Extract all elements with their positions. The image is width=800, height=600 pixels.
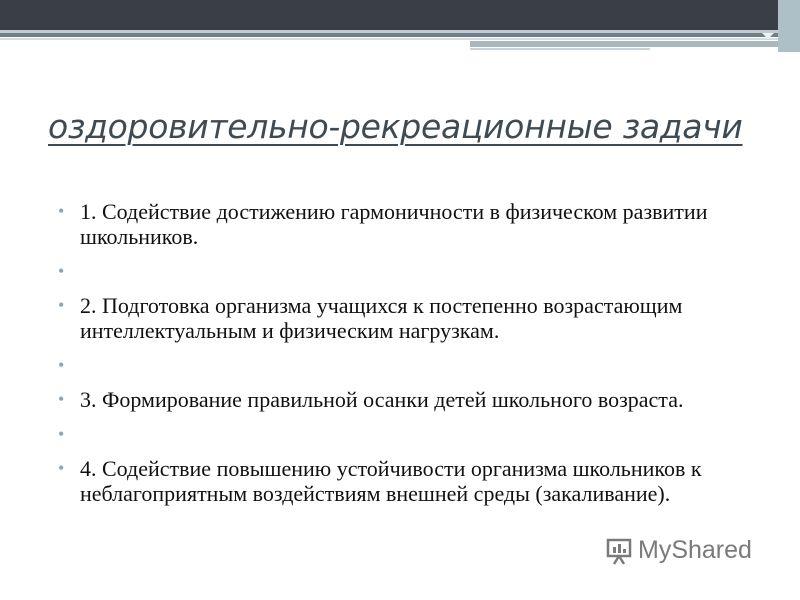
watermark [606,536,752,565]
bullet-icon: • [58,201,65,221]
list-item-empty [52,353,752,375]
header-stripe [0,33,800,37]
bullet-icon: • [58,424,65,444]
bullet-icon: • [58,295,65,315]
bullet-icon: • [58,389,65,409]
header-stripe-light [0,38,800,40]
header-accent-bar [470,41,800,47]
list-item-empty [52,422,752,444]
list-item-text: 3. Формирование правильной осанки детей школьного возраста. [80,387,684,412]
slide-title: оздоровительно-рекреационные задачи [48,107,743,146]
list-item-text: 1. Содействие достижению гармоничности в физическом развитии школьников. [80,199,708,249]
bullet-icon: • [58,261,65,281]
watermark-text: MyShared [638,536,752,564]
list-item [52,293,752,343]
myshared-logo-icon [606,537,632,565]
header-accent-line [470,48,650,50]
corner-triangle-icon [762,33,774,39]
list-item-text: 2. Подготовка организма учащихся к постепенно возрастающим интеллектуальным и физическим нагрузкам. [80,293,683,343]
header-corner-block [778,0,800,52]
list-item-empty [52,259,752,281]
list-item [52,199,752,249]
header-bar [0,0,800,33]
list-item-text: 4. Содействие повышению устойчивости организма школьников к неблагоприятным воздействиям внешней среды (закаливание). [80,456,702,506]
list-item [52,387,752,412]
bullet-list [52,199,752,516]
bullet-icon: • [58,458,65,478]
list-item [52,456,752,506]
bullet-icon: • [58,355,65,375]
